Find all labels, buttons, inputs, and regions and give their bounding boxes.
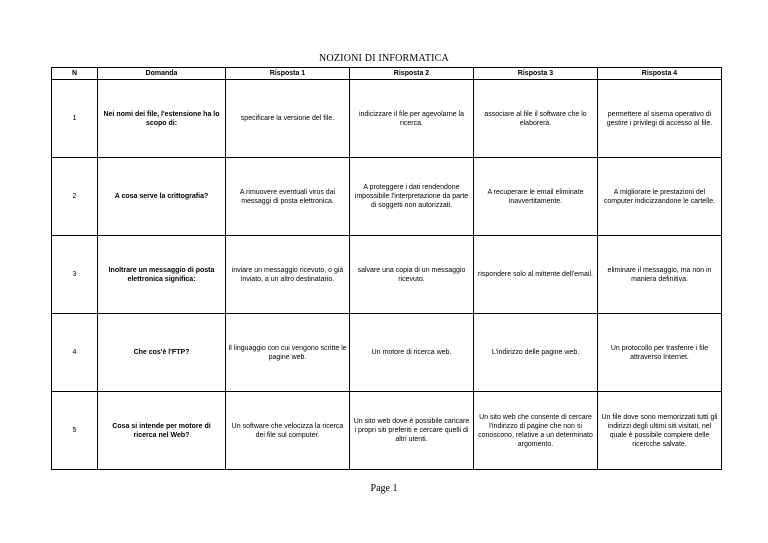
header-risposta-3: Risposta 3 (474, 68, 598, 80)
answer-4: permettere al sisema operativo di gestire i privilegi di accesso al file. (598, 80, 722, 158)
table-row (52, 314, 722, 392)
header-risposta-1: Risposta 1 (226, 68, 350, 80)
header-risposta-2: Risposta 2 (350, 68, 474, 80)
answer-1: specificare la versione del file. (226, 80, 350, 158)
header-domanda: Domanda (98, 68, 226, 80)
answer-2: salvare una copia di un messaggio ricevuto. (350, 236, 474, 314)
table-row (52, 392, 722, 470)
answer-4: eliminare il messaggio, ma non in maniera definitiva. (598, 236, 722, 314)
question-number: 1 (52, 80, 98, 158)
question-number: 3 (52, 236, 98, 314)
header-n: N (52, 68, 98, 80)
question-text: Cosa si intende per motore di ricerca nel Web? (98, 392, 226, 470)
answer-3: rispondere solo al mittente dell'email. (474, 236, 598, 314)
answer-2: A proteggere i dati rendendone impossibile l'interpretazione da parte di soggetti non autorizzati. (350, 158, 474, 236)
answer-4: Un file dove sono memorizzati tutti gli indirizzi degli ultimi siti visitati, nel quale è possibile compiere delle ricercche salvate. (598, 392, 722, 470)
answer-2: Un sito web dove è possibile caricare i propri siti preferiti e cercare quelli di altri utenti. (350, 392, 474, 470)
answer-3: Un sito web che consente di cercare l'indirizzo di pagine che non si conoscono, relative a un determinato argomento. (474, 392, 598, 470)
question-text: Nei nomi dei file, l'estensione ha lo scopo di: (98, 80, 226, 158)
answer-1: Un software che velocizza la ricerca dei file sul computer. (226, 392, 350, 470)
table-row (52, 80, 722, 158)
question-text: Inoltrare un messaggio di posta elettronica significa: (98, 236, 226, 314)
question-number: 4 (52, 314, 98, 392)
answer-2: indicizzare il file per agevolarne la ricerca. (350, 80, 474, 158)
table-row (52, 158, 722, 236)
answer-4: A migliorare le prestazioni del computer indicizzandone le cartelle. (598, 158, 722, 236)
header-row (52, 68, 722, 80)
answer-3: L'indirizzo delle pagine web. (474, 314, 598, 392)
answer-3: associare al file il software che lo elaborerà. (474, 80, 598, 158)
question-text: A cosa serve la crittografia? (98, 158, 226, 236)
page-footer: Page 1 (370, 483, 398, 494)
answer-1: A rimuovere eventuali virus dai messaggi di posta elettronica. (226, 158, 350, 236)
answer-1: inviare un messaggio ricevuto, o già inviato, a un altro destinatario. (226, 236, 350, 314)
document-title: NOZIONI DI INFORMATICA (319, 53, 449, 64)
answer-1: Il linguaggio con cui vengono scritte le pagine web. (226, 314, 350, 392)
table-row (52, 236, 722, 314)
quiz-table (51, 67, 722, 470)
question-number: 2 (52, 158, 98, 236)
question-number: 5 (52, 392, 98, 470)
header-risposta-4: Risposta 4 (598, 68, 722, 80)
answer-2: Un motore di ricerca web. (350, 314, 474, 392)
answer-3: A recuperare le email eliminate inavvertitamente. (474, 158, 598, 236)
question-text: Che cos'è l'FTP? (98, 314, 226, 392)
answer-4: Un protocollo per trasferire i file attraverso Internet. (598, 314, 722, 392)
